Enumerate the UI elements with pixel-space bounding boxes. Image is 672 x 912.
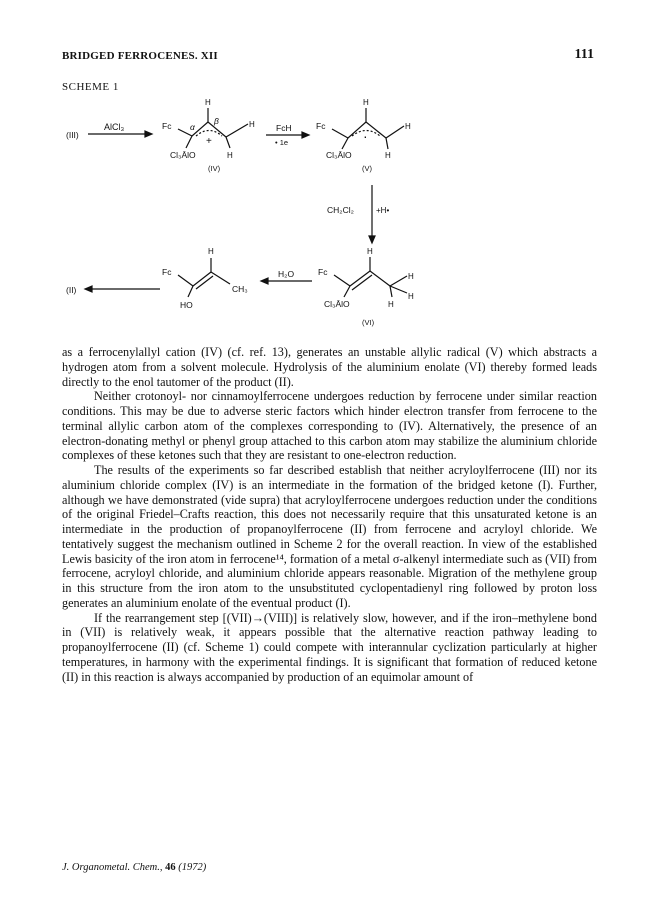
hydrogen-label: H (408, 272, 414, 281)
journal-volume: 46 (165, 862, 176, 873)
aluminium-complex-label: Cl₃ĀlO (326, 150, 352, 160)
ferrocenyl-label: Fc (162, 121, 172, 131)
reagent-label: AlCl₃ (104, 122, 125, 132)
methyl-label: CH₃ (232, 284, 248, 294)
bond-c-o (344, 286, 350, 297)
ferrocenyl-label: Fc (318, 267, 328, 277)
hydrogen-label: H (408, 292, 414, 301)
arrowhead (145, 131, 152, 137)
compound-label: (II) (66, 285, 77, 295)
reagent-label: +H• (376, 206, 390, 215)
bond-beta-gamma (366, 122, 386, 138)
ferrocenyl-label: Fc (162, 267, 172, 277)
page-number: 111 (574, 47, 594, 62)
paragraph: Neither crotonoyl- nor cinnamoylferrocene undergoes reduction by ferrocene under similar reaction conditions. This may be due to adverse steric factors which hinder electron transfer from ferrocene to the terminal allylic carbon atom of the complexes corresponding to (IV). Alternatively, the presence of an electron-donating methyl or phenyl group attached to this carbon atom may stabilize the aluminium chloride complexes of these ketones such that they are resistant to one-electron reduction. (62, 389, 597, 463)
bond-c-ch3 (211, 272, 230, 284)
bond-fc-alpha (332, 129, 348, 138)
hydrogen-label: H (363, 98, 369, 107)
journal-year: (1972) (178, 862, 207, 873)
reaction-scheme (0, 0, 672, 340)
compound-label: (IV) (208, 164, 221, 173)
bond-c-oh (188, 286, 193, 297)
arrowhead (261, 278, 268, 284)
double-bond (196, 276, 213, 289)
arrowhead (302, 132, 309, 138)
hydrogen-label: H (405, 122, 411, 131)
bond-alpha-o (342, 138, 348, 149)
compound-label: (V) (362, 164, 372, 173)
hydrogen-label: H (249, 120, 255, 129)
hydrogen-label: H (227, 151, 233, 160)
bond-alpha-o (186, 136, 192, 148)
hydrogen-label: H (385, 151, 391, 160)
beta-label: β (214, 116, 219, 126)
paragraph: If the rearrangement step [(VII)→(VIII)] is relatively slow, however, and if the iron–methylene bond in (VII) is relatively weak, it appears possible that the alternative reaction pathway leading to propanoylferrocene (II) (cf. Scheme 1) could compete with interannular cyclization particularly at higher temperatures, in harmony with the experimental findings. It is significant that formation of reduced ketone (II) in this reaction is always accompanied by production of an equimolar amount of (62, 610, 597, 684)
compound-label: (III) (66, 130, 79, 140)
hydroxyl-label: HO (180, 300, 193, 310)
reagent-label: FcH (276, 123, 292, 133)
compound-label: (VI) (362, 318, 375, 327)
journal-citation (62, 862, 206, 873)
hydrogen-label: H (208, 247, 214, 256)
positive-charge: + (206, 136, 212, 147)
arrowhead (85, 286, 92, 292)
bond-gamma-h1 (386, 126, 404, 138)
reagent-label: H₂O (278, 269, 295, 279)
running-head: BRIDGED FERROCENES. XII (62, 50, 218, 62)
bond-ch-h1 (390, 276, 407, 286)
ferrocenyl-label: Fc (316, 121, 326, 131)
aluminium-complex-label: Cl₃ĀlO (170, 150, 196, 160)
bond-fc-c (334, 275, 350, 286)
solvent-label: CH₂Cl₂ (327, 205, 354, 215)
scheme-label: SCHEME 1 (62, 81, 119, 93)
journal-name: J. Organometal. Chem., (62, 862, 163, 873)
arrowhead (369, 236, 375, 243)
hydrogen-label: H (367, 247, 373, 256)
aluminium-complex-label: Cl₃ĀlO (324, 299, 350, 309)
bond-gamma-h2 (386, 138, 388, 149)
paragraph: The results of the experiments so far described establish that neither acryloylferrocene (III) nor its aluminium chloride complex (IV) is an intermediate in the formation of the bridged ketone (I). Further, although we have demonstrated (vide supra) that acryloylferrocene undergoes reduction under the conditions of the original Friedel–Crafts reaction, this does not necessarily require that this unsaturated ketone is an intermediate in the production of propanoylferrocene (II) from ferrocene and acryloyl chloride. We tentatively suggest the mechanism outlined in Scheme 2 for the overall reaction. In view of the established Lewis basicity of the iron atom in ferrocene¹⁴, formation of a metal σ-alkenyl intermediate such as (VII) from ferrocene, acryloyl chloride, and aluminium chloride appears reasonable. Migration of the methylene group in this structure from the iron atom to the unsubstituted cyclopentadienyl ring followed by proton loss generates an aluminium enolate of the eventual product (I). (62, 463, 597, 610)
bond-c-ch2 (370, 271, 390, 286)
radical-dot: · (363, 128, 368, 144)
bond-fc-c (178, 275, 193, 286)
bond-ch-h3 (390, 286, 392, 297)
reagent-label: • 1e (275, 138, 289, 147)
bond-gamma-h1 (226, 124, 248, 137)
paragraph: as a ferrocenylallyl cation (IV) (cf. ref. 13), generates an unstable allylic radical (V) which abstracts a hydrogen atom from a solvent molecule. Hydrolysis of the aluminium enolate (VI) thereby formed leads directly to the enol tautomer of the product (II). (62, 345, 597, 389)
alpha-label: α (190, 122, 195, 132)
hydrogen-label: H (205, 98, 211, 107)
bond-ch-h2 (390, 286, 407, 293)
article-body (62, 345, 597, 684)
bond-gamma-h2 (226, 137, 230, 148)
hydrogen-label: H (388, 300, 394, 309)
